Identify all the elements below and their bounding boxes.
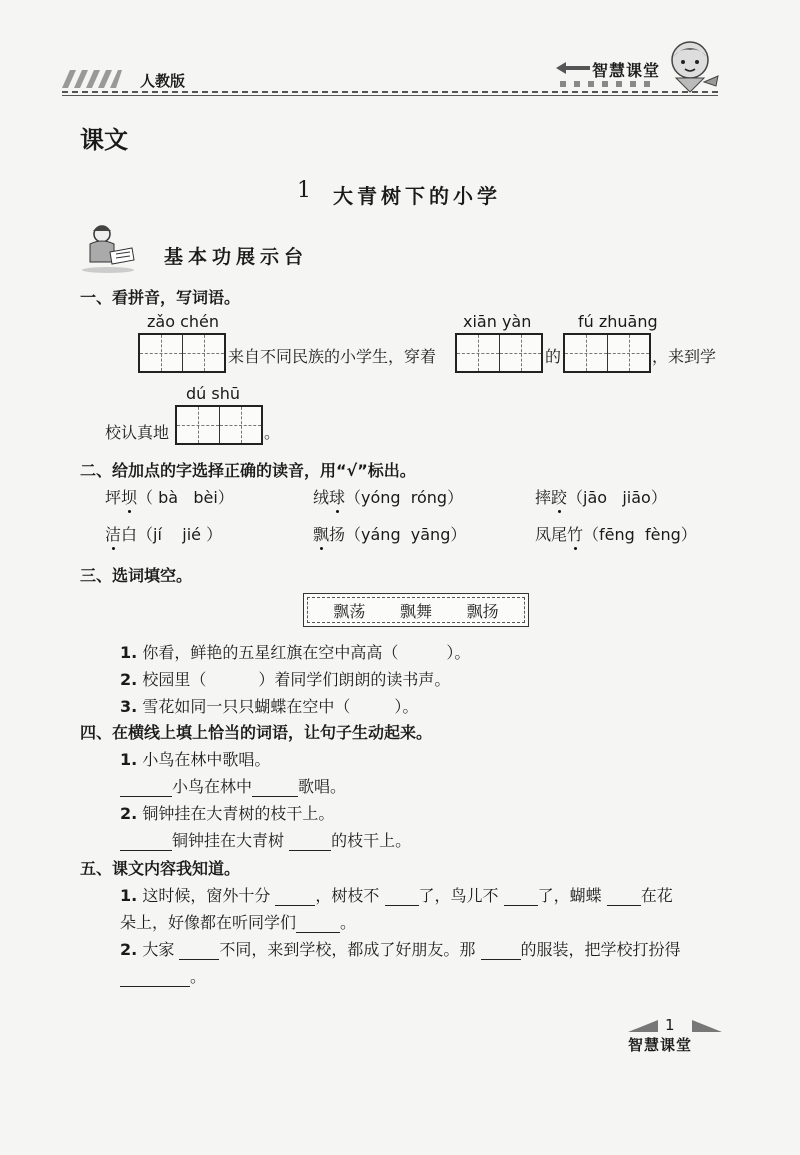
page-number: 1 — [665, 1016, 675, 1034]
q3-sentence-1: 1. 你看，鲜艳的五星红旗在空中高高（ ）。 — [120, 643, 471, 662]
q3-sentence-3: 3. 雪花如同一只只蝴蝶在空中（ ）。 — [120, 697, 419, 716]
q1-text-c: ，来到学 — [652, 347, 717, 366]
q3-heading: 三、选词填空。 — [80, 566, 193, 585]
word-bank-item: 飘荡 — [333, 601, 366, 621]
q3-sentence-2: 2. 校园里（ ）着同学们朗朗的读书声。 — [120, 670, 451, 689]
word-bank-item: 飘舞 — [399, 601, 432, 621]
pinyin-fuzhuang: fú zhuāng — [578, 312, 658, 331]
q4-fill-1: 小鸟在林中 歌唱。 — [120, 774, 346, 797]
q5-sentence-1: 1. 这时候，窗外十分 ，树枝不 了，鸟儿不 了，蝴蝶 在花 — [120, 886, 673, 905]
fill-blank[interactable] — [275, 889, 315, 906]
q1-text-a: 来自不同民族的小学生，穿着 — [228, 347, 437, 366]
q2-item-shuaijiao: 摔跤（jāo jiāo） — [535, 485, 667, 508]
q4-heading: 四、在横线上填上恰当的词语，让句子生动起来。 — [80, 723, 433, 742]
arrow-icon — [556, 62, 590, 74]
q4-sentence-2: 2. 铜钟挂在大青树的枝干上。 — [120, 804, 335, 823]
section-title: 课文 — [80, 125, 128, 154]
q1-heading: 一、看拼音，写词语。 — [80, 288, 241, 307]
fill-blank[interactable] — [252, 780, 298, 797]
q2-item-fengweizhu: 凤尾竹（fēng fèng） — [535, 522, 697, 545]
pinyin-xianyan: xiān yàn — [463, 312, 532, 331]
header-dots-decoration — [560, 80, 660, 88]
q5-sentence-1-cont: 朵上，好像都在听同学们 。 — [120, 913, 357, 932]
q2-heading: 二、给加点的字选择正确的读音，用“√”标出。 — [80, 461, 416, 480]
q5-sentence-2-cont: 。 — [120, 964, 206, 987]
fill-blank[interactable] — [385, 889, 419, 906]
skill-section-title: 基本功展示台 — [164, 246, 309, 268]
fill-blank[interactable] — [607, 889, 641, 906]
edition-label: 人教版 — [140, 72, 186, 90]
q2-item-piaoyang: 飘扬（yáng yāng） — [313, 522, 466, 545]
q1-text-d: 校认真地 — [105, 423, 170, 442]
q5-sentence-2: 2. 大家 不同，来到学校，都成了好朋友。那 的服装，把学校打扮得 — [120, 940, 681, 959]
fill-blank[interactable] — [504, 889, 538, 906]
header-stripes-decoration — [62, 70, 122, 88]
writing-grid-xianyan[interactable] — [455, 333, 543, 373]
fill-blank[interactable] — [120, 834, 172, 851]
q2-item-jiebai: 洁白（jí jié ） — [105, 522, 222, 545]
fill-blank[interactable] — [120, 970, 190, 987]
pinyin-zaochen: zǎo chén — [147, 312, 219, 331]
mascot-girl-icon — [660, 38, 720, 94]
q4-fill-2: 铜钟挂在大青树 的枝干上。 — [120, 828, 411, 851]
pinyin-dushu: dú shū — [186, 384, 240, 403]
writing-grid-dushu[interactable] — [175, 405, 263, 445]
footer-arrow-decoration — [628, 1020, 722, 1032]
word-bank-box — [303, 593, 529, 627]
q2-item-rongqiu: 绒球（yóng róng） — [313, 485, 463, 508]
footer-brand: 智慧课堂 — [628, 1036, 693, 1054]
header-rule-solid — [62, 95, 718, 96]
q4-sentence-1: 1. 小鸟在林中歌唱。 — [120, 750, 271, 769]
fill-blank[interactable] — [296, 916, 340, 933]
header-brand: 智慧课堂 — [592, 61, 661, 80]
word-bank-item: 飘扬 — [466, 601, 499, 621]
fill-blank[interactable] — [481, 943, 521, 960]
writing-grid-zaochen[interactable] — [138, 333, 226, 373]
q5-heading: 五、课文内容我知道。 — [80, 859, 241, 878]
fill-blank[interactable] — [120, 780, 172, 797]
header-rule-dashed — [62, 91, 718, 93]
q1-text-b: 的 — [545, 347, 562, 366]
lesson-title: 大青树下的小学 — [333, 184, 501, 208]
lesson-number: 1 — [297, 178, 311, 203]
writing-grid-fuzhuang[interactable] — [563, 333, 651, 373]
q1-text-e: 。 — [264, 423, 281, 442]
fill-blank[interactable] — [289, 834, 331, 851]
q2-item-pingba: 坪坝（ bà bèi） — [105, 485, 234, 508]
student-writing-icon — [80, 222, 136, 274]
fill-blank[interactable] — [179, 943, 219, 960]
